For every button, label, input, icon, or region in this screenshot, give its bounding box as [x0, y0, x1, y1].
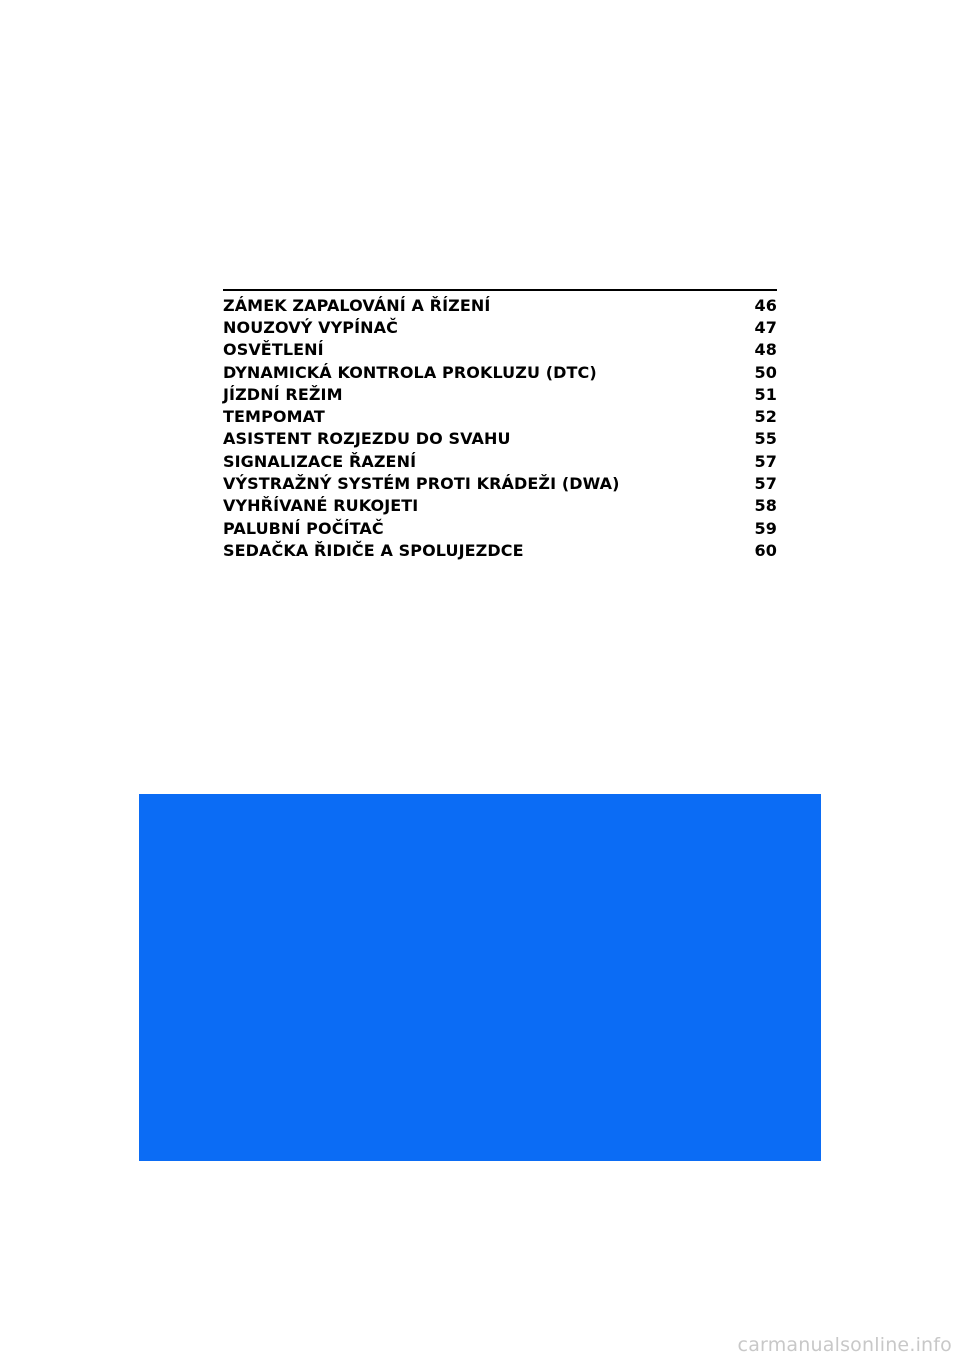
toc-entry-title: PALUBNÍ POČÍTAČ [223, 518, 384, 538]
toc-list [223, 294, 777, 562]
toc-entry-page-number: 48 [754, 340, 777, 360]
toc-entry-page-number: 55 [754, 429, 777, 449]
toc-entry-title: JÍZDNÍ REŽIM [223, 384, 343, 404]
toc-entry-title: ASISTENT ROZJEZDU DO SVAHU [223, 429, 511, 449]
toc-entry-title: ZÁMEK ZAPALOVÁNÍ A ŘÍZENÍ [223, 295, 491, 315]
toc-entry-page-number: 60 [754, 540, 777, 560]
toc-entry[interactable] [223, 428, 777, 450]
toc-entry-page-number: 59 [754, 518, 777, 538]
watermark-text: carmanualsonline.info [737, 1334, 952, 1356]
toc-entry[interactable] [223, 383, 777, 405]
toc-entry-title: VÝSTRAŽNÝ SYSTÉM PROTI KRÁDEŽI (DWA) [223, 474, 620, 494]
toc-entry[interactable] [223, 450, 777, 472]
toc-entry[interactable] [223, 316, 777, 338]
toc-entry-page-number: 47 [754, 317, 777, 337]
toc-entry-page-number: 52 [754, 407, 777, 427]
toc-entry[interactable] [223, 294, 777, 316]
toc-entry-page-number: 50 [754, 362, 777, 382]
toc-top-rule [223, 289, 777, 291]
toc-entry-title: TEMPOMAT [223, 407, 325, 427]
toc-entry-page-number: 57 [754, 474, 777, 494]
toc-entry-title: OSVĚTLENÍ [223, 340, 324, 360]
toc-entry[interactable] [223, 472, 777, 494]
toc-entry-title: SEDAČKA ŘIDIČE A SPOLUJEZDCE [223, 540, 524, 560]
toc-entry[interactable] [223, 539, 777, 561]
toc-entry-page-number: 46 [754, 295, 777, 315]
toc-entry[interactable] [223, 495, 777, 517]
toc-entry-page-number: 57 [754, 451, 777, 471]
toc-entry-title: NOUZOVÝ VYPÍNAČ [223, 317, 398, 337]
toc-entry[interactable] [223, 517, 777, 539]
toc-entry-page-number: 58 [754, 496, 777, 516]
toc-entry[interactable] [223, 361, 777, 383]
toc-entry-title: VYHŘÍVANÉ RUKOJETI [223, 496, 419, 516]
toc-entry-page-number: 51 [754, 384, 777, 404]
toc-entry-title: SIGNALIZACE ŘAZENÍ [223, 451, 417, 471]
blue-panel [139, 794, 821, 1161]
toc-entry[interactable] [223, 339, 777, 361]
toc-entry-title: DYNAMICKÁ KONTROLA PROKLUZU (DTC) [223, 362, 597, 382]
table-of-contents [223, 289, 777, 562]
toc-entry[interactable] [223, 405, 777, 427]
